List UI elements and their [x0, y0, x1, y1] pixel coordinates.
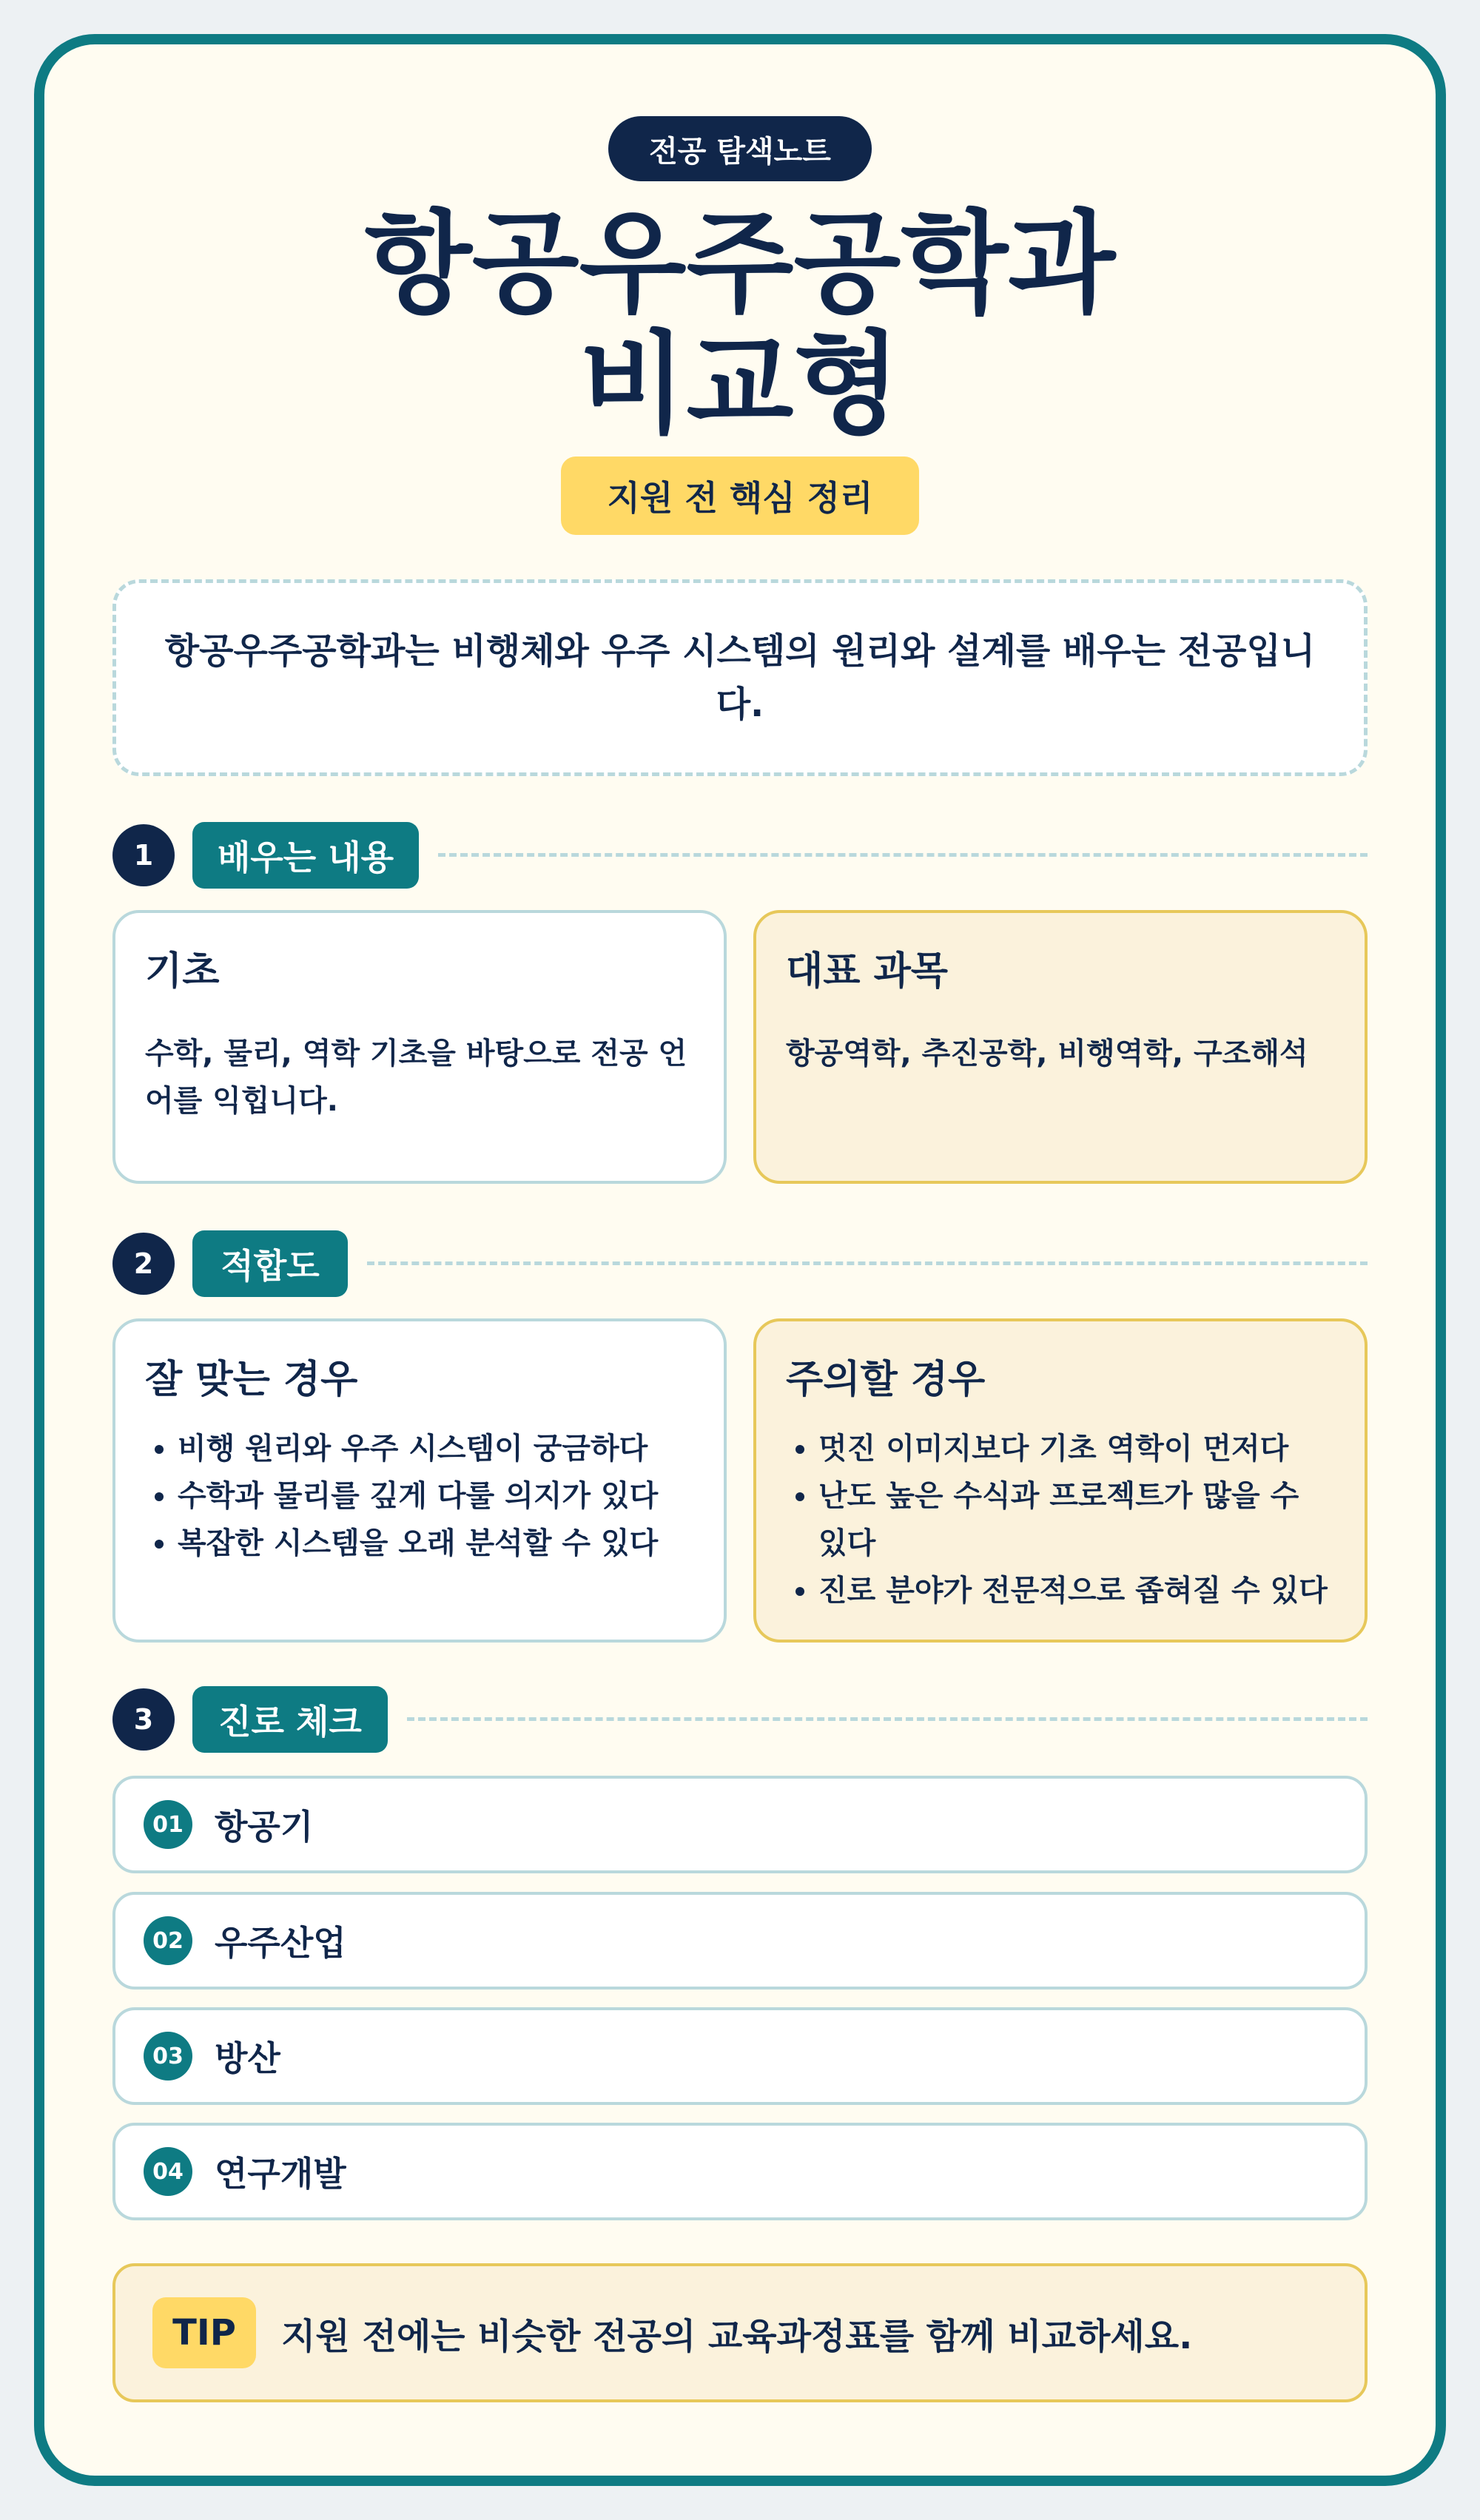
career-item-number: 01	[144, 1800, 192, 1849]
career-item-number: 03	[144, 2032, 192, 2081]
section-label-3: 진로 체크	[192, 1686, 388, 1753]
main-courses-text: 항공역학, 추진공학, 비행역학, 구조해석	[786, 1037, 1308, 1071]
career-item	[112, 2007, 1368, 2105]
page-title-line1: 항공우주공학과	[364, 200, 1116, 329]
section-divider-3	[407, 1717, 1368, 1721]
tip-box	[112, 2263, 1368, 2402]
good-fit-item: • 비행 원리와 우주 시스템이 궁금하다	[178, 1425, 694, 1472]
career-item	[112, 2123, 1368, 2220]
career-item	[112, 1776, 1368, 1873]
good-fit-title: 잘 맞는 경우	[145, 1358, 358, 1402]
section-divider-1	[438, 853, 1368, 857]
main-courses-title: 대표 과목	[786, 949, 949, 994]
career-item-label: 방산	[215, 2038, 280, 2078]
career-item-label: 우주산업	[215, 1923, 346, 1963]
career-item	[112, 1892, 1368, 1990]
intro-text: 항공우주공학과는 비행체와 우주 시스템의 원리와 설계를 배우는 전공입니다.	[164, 630, 1316, 725]
basics-title: 기초	[145, 949, 220, 994]
caution-list	[786, 1425, 1335, 1614]
caution-title: 주의할 경우	[786, 1358, 986, 1402]
section-number-1: 1	[112, 824, 175, 886]
section-label-1: 배우는 내용	[192, 822, 419, 889]
basics-text: 수학, 물리, 역학 기초을 바탕으로 전공 언어를 익힙니다.	[145, 1037, 687, 1119]
intro-box	[112, 579, 1368, 776]
career-item-label: 연구개발	[215, 2154, 346, 2194]
section-divider-2	[367, 1261, 1368, 1265]
good-fit-item: • 복잡한 시스템을 오래 분석할 수 있다	[178, 1520, 694, 1567]
tip-text: 지원 전에는 비슷한 전공의 교육과정표를 함께 비교하세요.	[281, 2315, 1193, 2357]
career-item-number: 04	[144, 2147, 192, 2196]
tip-badge: TIP	[152, 2297, 256, 2368]
section-label-2: 적합도	[192, 1230, 348, 1297]
good-fit-list	[145, 1425, 694, 1567]
note-badge: 전공 탐색노트	[608, 116, 872, 181]
subtitle-badge: 지원 전 핵심 정리	[561, 457, 919, 535]
caution-item: • 진로 분야가 전문적으로 좁혀질 수 있다	[818, 1567, 1335, 1614]
main-courses-card	[753, 910, 1368, 1184]
basics-card	[112, 910, 727, 1184]
career-item-number: 02	[144, 1916, 192, 1965]
caution-item: • 멋진 이미지보다 기초 역학이 먼저다	[818, 1425, 1335, 1472]
section-number-3: 3	[112, 1688, 175, 1751]
section-number-2: 2	[112, 1233, 175, 1295]
good-fit-card	[112, 1318, 727, 1643]
caution-item: • 난도 높은 수식과 프로젝트가 많을 수 있다	[818, 1472, 1335, 1567]
good-fit-item: • 수학과 물리를 깊게 다룰 의지가 있다	[178, 1472, 694, 1520]
caution-card	[753, 1318, 1368, 1643]
page-title-line2: 비교형	[579, 320, 901, 449]
career-item-label: 항공기	[215, 1807, 314, 1847]
